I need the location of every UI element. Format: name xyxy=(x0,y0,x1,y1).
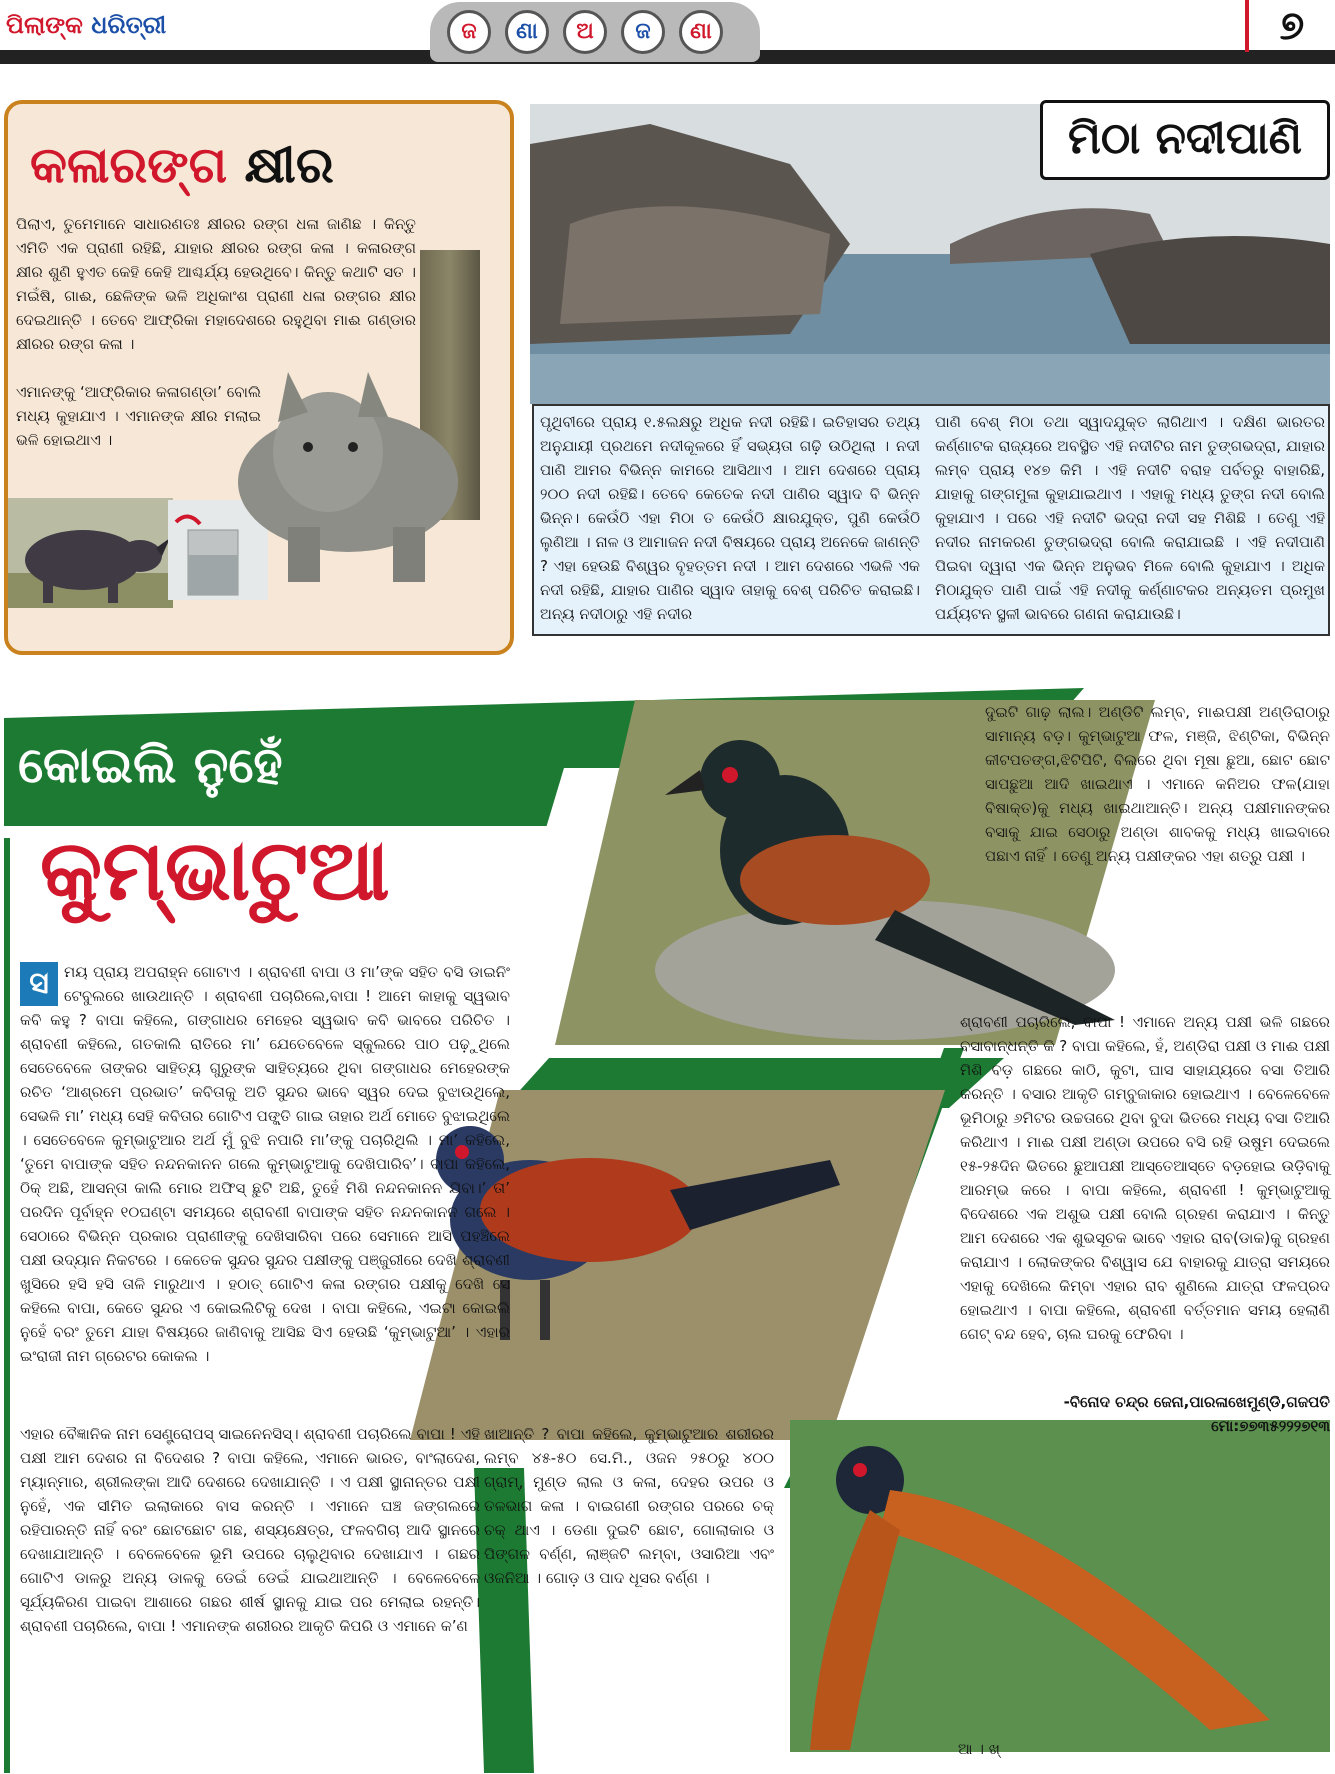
coucal-right-text: ଦୁଇଟି ଗାଢ଼ ଲାଲ। ଅଣ୍ଡିଟି ଲମ୍ବ, ମାଈପକ୍ଷୀ ଅଣ୍ଡିରାଠାରୁ ସାମାନ୍ୟ ବଡ଼। କୁମ୍ଭାଟୁଆ ଫଳ, ମଞ୍ଜି, ଝିଣ୍ଟିକା, ବିଭିନ୍ନ କୀଟପତଙ୍ଗ,ଝିଟିପିଟି, ବିଲରେ ଥିବା ମୂଷା ଛୁଆ, ଛୋଟ ଛୋଟ ସାପଛୁଆ ଆଦି ଖାଇଥାଏ । ଏମାନେ କନିଅର ଫଳ(ଯାହା ବିଷାକ୍ତ)କୁ ମଧ୍ୟ ଖାଇଥାଆନ୍ତି। ଅନ୍ୟ ପକ୍ଷୀମାନଙ୍କର ବସାକୁ ଯାଇ ସେଠାରୁ ଅଣ୍ଡା ଶାବକକୁ ମଧ୍ୟ ଖାଇବାରେ ପଛାଏ ନାହିଁ । ତେଣୁ ଅନ୍ୟ ପକ୍ଷୀଙ୍କର ଏହା ଶତ୍ରୁ ପକ୍ଷୀ । xyxy=(985,703,1330,865)
black-rhino-photo xyxy=(8,498,173,608)
coucal-title-line1: କୋଇଲି ନୁହେଁ xyxy=(18,735,283,794)
author-name: -ବିନୋଦ ଚନ୍ଦ୍ର ଜେନା,ପାରଳାଖେମୁଣ୍ଡି,ଗଜପତି xyxy=(1063,1393,1330,1411)
coucal-main-continued-2: ଖାଆନ୍ତି ? ବାପା କହିଲେ, କୁମ୍ଭାଟୁଆର ଶରୀରର ଲମ୍ବ ୪୫-୫୦ ସେ.ମି., ଓଜନ ୨୫୦ରୁ ୪୦୦ ଗ୍ରାମ୍, ମୁଣ୍ଡ ଲାଲ ଓ କଳା, ଦେହର ଉପର ଓ ତଳଭାଗ କଳା । ବାଇଗଣୀ ରଙ୍ଗର ପରରେ ଚକ୍ ଚକ୍ ଥାଏ । ଡେଣା ଦୁଇଟି ଛୋଟ, ଗୋଲାକାର ଓ ପିଙ୍ଗଳ ବର୍ଣ୍ଣ, ଲାଞ୍ଜଟି ଲମ୍ବା, ଓସାରିଆ ଏବଂ ଓଜନିଆ । ଗୋଡ଼ ଓ ପାଦ ଧୂସର ବର୍ଣ୍ଣ । xyxy=(484,1425,774,1587)
section-pill-5: ଣା xyxy=(679,10,723,54)
section-pill-1: ଜ xyxy=(447,10,491,54)
river-column-1: ପୃଥିବୀରେ ପ୍ରାୟ ୧.୫ଲକ୍ଷରୁ ଅଧିକ ନଦୀ ରହିଛି। ଇତିହାସର ତଥ୍ୟ ଅନୁଯାୟୀ ପ୍ରଥମେ ନଦୀକୂଳରେ ହିଁ ସଭ୍ୟତା ଗଢ଼ି ଉଠିଥିଲା । ନଦୀ ପାଣି ଆମର ବିଭିନ୍ନ କାମରେ ଆସିଥାଏ । ଆମ ଦେଶରେ ପ୍ରାୟ ୨୦୦ ନଦୀ ରହିଛି। ତେବେ କେତେକ ନଦୀ ପାଣିର ସ୍ୱାଦ ବି ଭିନ୍ନ ଭିନ୍ନ। କେଉଁଠି ଏହା ମିଠା ତ କେଉଁଠି କ୍ଷାରଯୁକ୍ତ, ପୁଣି କେଉଁଠି ଲୁଣିଆ । ନାଳ ଓ ଆମାଜନ ନଦୀ ବିଷୟରେ ପ୍ରାୟ ଅନେକେ ଜାଣନ୍ତି ? ଏହା ହେଉଛି ବିଶ୍ୱର ବୃହତ୍ତମ ନଦୀ । ଆମ ଦେଶରେ ଏଭଳି ଏକ ନଦୀ ରହିଛି, ଯାହାର ପାଣିର ସ୍ୱାଦ ତାହାକୁ ବେଶ୍ ପରିଚିତ କରାଇଛି। ଅନ୍ୟ ନଦୀଠାରୁ ଏହି ନଦୀର xyxy=(540,413,920,623)
section-pill-4: ଜ xyxy=(621,10,665,54)
coucal-photo-flying xyxy=(790,1420,1330,1752)
title-red: କଳାରଙ୍ଗ xyxy=(30,135,228,194)
section-pill-3: ଅ xyxy=(563,10,607,54)
logo-part1: ପିଲାଙ୍କ xyxy=(6,11,83,39)
artist-credit: ଆ । ଖ୍ xyxy=(958,1740,1001,1758)
section-pill-2: ଣା xyxy=(505,10,549,54)
black-milk-para2: ଏମାନଙ୍କୁ ‘ଆଫ୍ରିକାର କଳାଗଣ୍ଡା’ ବୋଲି ମଧ୍ୟ କୁହାଯାଏ । ଏମାନଙ୍କ କ୍ଷୀର ମଲାଇ ଭଳି ହୋଇଥାଏ । xyxy=(16,383,261,449)
logo-part2: ଧରିତ୍ରୀ xyxy=(91,11,167,39)
author-signature xyxy=(1030,1390,1330,1438)
page-number: ୭ xyxy=(1245,0,1335,52)
black-milk-title xyxy=(30,130,480,200)
river-column-2: ପାଣି ବେଶ୍ ମିଠା ତଥା ସ୍ୱାଦଯୁକ୍ତ ଲାଗିଥାଏ । ଦକ୍ଷିଣ ଭାରତର କର୍ଣ୍ଣାଟକ ରାଜ୍ୟରେ ଅବସ୍ଥିତ ଏହି ନଦୀଟିର ନାମ ତୁଙ୍ଗଭଦ୍ରା, ଯାହାର ଲମ୍ବ ପ୍ରାୟ ୧୪୭ କିମି । ଏହି ନଦୀଟି ବରାହ ପର୍ବତରୁ ବାହାରିଛି, ଯାହାକୁ ଗଙ୍ଗମୁଳା କୁହାଯାଇଥାଏ । ଏହାକୁ ମଧ୍ୟ ତୁଙ୍ଗ ନଦୀ ବୋଲି କୁହାଯାଏ । ପରେ ଏହି ନଦୀଟି ଭଦ୍ରା ନଦୀ ସହ ମିଶିଛି । ତେଣୁ ଏହି ନଦୀର ନାମକରଣ ତୁଙ୍ଗଭଦ୍ରା ବୋଲି କରାଯାଇଛି । ଏହି ନଦୀପାଣି ପିଇବା ଦ୍ୱାରା ଏକ ଭିନ୍ନ ଅନୁଭବ ମିଳେ ବୋଲି କୁହାଯାଏ । ଅଧିକ ମିଠାଯୁକ୍ତ ପାଣି ପାଇଁ ଏହି ନଦୀକୁ କର୍ଣ୍ଣାଟକର ଅନ୍ୟତମ ପ୍ରମୁଖ ପର୍ଯ୍ୟଟନ ସ୍ଥଳୀ ଭାବରେ ଗଣନା କରାଯାଉଛି। xyxy=(935,413,1325,623)
coucal-main-continued: ଏହାର ବୈଜ୍ଞାନିକ ନାମ ସେଣ୍ଟ୍ରୋପସ୍ ସାଇନେନସିସ୍। ଶ୍ରାବଣୀ ପଚାରିଲେ ବାପା ! ଏହି ପକ୍ଷୀ ଆମ ଦେଶର ନା ବିଦେଶର ? ବାପା କହିଲେ, ଏମାନେ ଭାରତ, ବାଂଲାଦେଶ, ମ୍ୟାନ୍ମାର, ଶ୍ରୀଲଙ୍କା ଆଦି ଦେଶରେ ଦେଖାଯାନ୍ତି । ଏ ପକ୍ଷୀ ସ୍ଥାନାନ୍ତର ପକ୍ଷୀ ନୁହେଁ, ଏକ ସୀମିତ ଇଲାକାରେ ବାସ କରନ୍ତି । ଏମାନେ ଘଞ୍ଚ ଜଙ୍ଗଲରେ ରହିପାରନ୍ତି ନାହିଁ ବରଂ ଛୋଟଛୋଟ ଗଛ, ଶସ୍ୟକ୍ଷେତ୍ର, ଫଳବଗିଚା ଆଦି ସ୍ଥାନରେ ଦେଖାଯାଆନ୍ତି । ବେଳେବେଳେ ଭୂମି ଉପରେ ଚାଲୁଥିବାର ଦେଖାଯାଏ । ଗଛର ଗୋଟିଏ ଡାଳରୁ ଅନ୍ୟ ଡାଳକୁ ଡେଇଁ ଡେଇଁ ଯାଇଥାଆନ୍ତି । ବେଳେବେଳେ ସୂର୍ଯ୍ୟକିରଣ ପାଇବା ଆଶାରେ ଗଛର ଶୀର୍ଷ ସ୍ଥାନକୁ ଯାଇ ପର ମେଲାଇ ରହନ୍ତି। ଶ୍ରାବଣୀ ପଚାରିଲେ, ବାପା ! ଏମାନଙ୍କ ଶରୀରର ଆକୃତି କିପରି ଓ ଏମାନେ କ’ଣ xyxy=(20,1425,480,1635)
author-phone: ମୋ:୭୭୩୫୨୨୨୭୧୩ xyxy=(1211,1417,1330,1435)
coucal-main-text xyxy=(20,960,510,1368)
newspaper-logo xyxy=(0,0,200,50)
black-milk-para1: ପିଲାଏ, ତୁମେମାନେ ସାଧାରଣତଃ କ୍ଷୀରର ରଙ୍ଗ ଧଳା ଜାଣିଛ । କିନ୍ତୁ ଏମିତି ଏକ ପ୍ରାଣୀ ରହିଛି, ଯାହାର କ୍ଷୀରର ରଙ୍ଗ କଳା । କଳାରଙ୍ଗ କ୍ଷୀର ଶୁଣି ହୁଏତ କେହି କେହି ଆଶ୍ଚର୍ଯ୍ୟ ହେଉଥିବେ। କିନ୍ତୁ କଥାଟି ସତ । ମଇଁଷି, ଗାଈ, ଛେଳିଙ୍କ ଭଳି ଅଧିକାଂଶ ପ୍ରାଣୀ ଧଳା ରଙ୍ଗର କ୍ଷୀର ଦେଇଥାନ୍ତି । ତେବେ ଆଫ୍ରିକା ମହାଦେଶରେ ରହୁଥିବା ମାଈ ଗଣ୍ଡାର କ୍ଷୀରର ରଙ୍ଗ କଳା । xyxy=(16,215,416,353)
coucal-title-line2: କୁମ୍ଭାଟୁଆ xyxy=(40,820,390,919)
drop-cap: ସ xyxy=(20,962,58,1006)
title-black: କ୍ଷୀର xyxy=(244,135,334,194)
coucal-main-body: ମୟ ପ୍ରାୟ ଅପରାହ୍ନ ଗୋଟାଏ । ଶ୍ରାବଣୀ ବାପା ଓ ମା’ଙ୍କ ସହିତ ବସି ଡାଇନିଂ ଟେବୁଲରେ ଖାଉଥାନ୍ତି । ଶ୍ରାବଣୀ ପଚାରିଲେ,ବାପା ! ଆମେ କାହାକୁ ସ୍ୱଭାବ କବି କହୁ ? ବାପା କହିଲେ, ଗଙ୍ଗାଧର ମେହେର ସ୍ୱଭାବ କବି ଭାବରେ ପରିଚିତ । ଶ୍ରାବଣୀ କହିଲେ, ଗତକାଲି ରାତିରେ ମା’ ଯେତେବେଳେ ସ୍କୁଲରେ ପାଠ ପଢ଼ୁଥିଲେ ସେତେବେଳେ ତାଙ୍କର ସାହିତ୍ୟ ଗୁରୁଙ୍କ ସାହିତ୍ୟରେ ଥିବା ଗଙ୍ଗାଧର ମେହେରଙ୍କ ରଚିତ ‘ଆଶ୍ରମେ ପ୍ରଭାତ’ କବିତାକୁ ଅତି ସୁନ୍ଦର ଭାବେ ସ୍ୱର ଦେଇ ବୁଝାଉଥିଲେ, ସେଭଳି ମା’ ମଧ୍ୟ ସେହି କବିତାର ଗୋଟିଏ ପଙ୍କ୍ତି ଗାଇ ତାହାର ଅର୍ଥ ମୋତେ ବୁଝାଇଥିଲେ । ସେତେବେଳେ କୁମ୍ଭାଟୁଆର ଅର୍ଥ ମୁଁ ବୁଝି ନପାରି ମା’ଙ୍କୁ ପଚାରିଥିଲି । ମା’ କହିଲେ, ‘ତୁମେ ବାପାଙ୍କ ସହିତ ନନ୍ଦନକାନନ ଗଲେ କୁମ୍ଭାଟୁଆକୁ ଦେଖିପାରିବ’। ବାପା କହିଲେ, ଠିକ୍ ଅଛି, ଆସନ୍ତା କାଲି ମୋର ଅଫିସ୍ ଛୁଟି ଅଛି, ତୁହେଁ ମିଶି ନନ୍ଦନକାନନ ଯିବା।’ ତା’ ପରଦିନ ପୂର୍ବାହ୍ନ ୧୦ଘଣ୍ଟା ସମୟରେ ଶ୍ରାବଣୀ ବାପାଙ୍କ ସହିତ ନନ୍ଦନକାନନ ଗଲେ । ସେଠାରେ ବିଭିନ୍ନ ପ୍ରକାର ପ୍ରାଣୀଙ୍କୁ ଦେଖିସାରିବା ପରେ ସେମାନେ ଆସି ପହଞ୍ଚିଲେ ପକ୍ଷୀ ଉଦ୍ୟାନ ନିକଟରେ । କେତେକ ସୁନ୍ଦର ସୁନ୍ଦର ପକ୍ଷୀଙ୍କୁ ପଞ୍ଜୁରୀରେ ଦେଖି ଶ୍ରାବଣୀ ଖୁସିରେ ହସି ହସି ତାଳି ମାରୁଥାଏ । ହଠାତ୍ ଗୋଟିଏ କଳା ରଙ୍ଗର ପକ୍ଷୀକୁ ଦେଖି ସେ କହିଲେ ବାପା, କେତେ ସୁନ୍ଦର ଏ କୋଇଲିଟିକୁ ଦେଖ । ବାପା କହିଲେ, ଏଇଟା କୋଇଲି ନୁହେଁ ବରଂ ତୁମେ ଯାହା ବିଷୟରେ ଜାଣିବାକୁ ଆସିଛ ସିଏ ହେଉଛି ‘କୁମ୍ଭାଟୁଆ’ । ଏହାର ଇଂରାଜୀ ନାମ ଗ୍ରେଟର କୋକଲ । xyxy=(20,963,510,1365)
coucal-right-text-2: ଶ୍ରାବଣୀ ପଚାରିଲେ, ବାପା ! ଏମାନେ ଅନ୍ୟ ପକ୍ଷୀ ଭଳି ଗଛରେ ବସାବାନ୍ଧନ୍ତି କି ? ବାପା କହିଲେ, ହଁ, ଅଣ୍ଡିରା ପକ୍ଷୀ ଓ ମାଈ ପକ୍ଷୀ ମିଶି ବଡ଼ ଗଛରେ କାଠି, କୁଟା, ଘାସ ସାହାଯ୍ୟରେ ବସା ତିଆରି କରନ୍ତି । ବସାର ଆକୃତି ଗମ୍ବୁଜାକାର ହୋଇଥାଏ । ବେଳେବେଳେ ଭୂମିଠାରୁ ୬ମିଟର ଉଚ୍ଚତାରେ ଥିବା ବୁଦା ଭିତରେ ମଧ୍ୟ ବସା ତିଆରି କରିଥାଏ । ମାଈ ପକ୍ଷୀ ଅଣ୍ଡା ଉପରେ ବସି ରହି ଉଷୁମ ଦେଇଲେ ୧୫-୨୫ଦିନ ଭିତରେ ଛୁଆପକ୍ଷୀ ଆସ୍ତେଆସ୍ତେ ବଡ଼ହୋଇ ଉଡ଼ିବାକୁ ଆରମ୍ଭ କରେ । ବାପା କହିଲେ, ଶ୍ରାବଣୀ ! କୁମ୍ଭାଟୁଆକୁ ବିଦେଶରେ ଏକ ଅଶୁଭ ପକ୍ଷୀ ବୋଲି ଗ୍ରହଣ କରାଯାଏ । କିନ୍ତୁ ଆମ ଦେଶରେ ଏକ ଶୁଭସୂଚକ ଭାବେ ଏହାର ରାବ(ଡାକ)କୁ ଗ୍ରହଣ କରାଯାଏ । ଲୋକଙ୍କର ବିଶ୍ୱାସ ଯେ ବାହାରକୁ ଯାତ୍ରା ସମୟରେ ଏହାକୁ ଦେଖିଲେ କିମ୍ବା ଏହାର ରାବ ଶୁଣିଲେ ଯାତ୍ରା ଫଳପ୍ରଦ ହୋଇଥାଏ । ବାପା କହିଲେ, ଶ୍ରାବଣୀ ବର୍ତ୍ତମାନ ସମୟ ହେଲାଣି ଗେଟ୍ ବନ୍ଦ ହେବ, ଚାଲ ଘରକୁ ଫେରିବା । xyxy=(960,1013,1330,1343)
river-title: ମିଠା ନଦୀପାଣି xyxy=(1040,100,1330,180)
rhino-calf-photo xyxy=(218,342,480,590)
